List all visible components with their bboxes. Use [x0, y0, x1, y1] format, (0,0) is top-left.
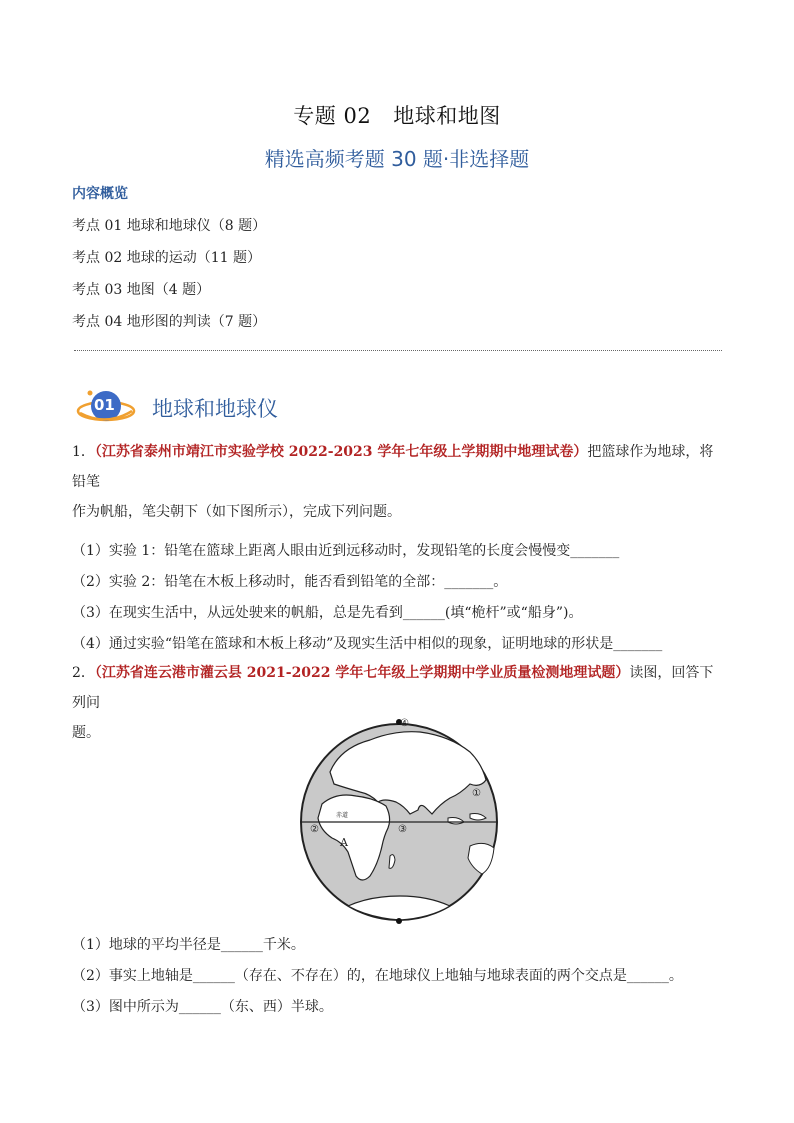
- section-badge: [76, 387, 136, 427]
- title-topic-number: 专题 02: [293, 104, 372, 128]
- question-2-part: （2）事实上地轴是______（存在、不存在）的，在地球仪上地轴与地球表面的两个交点是______。: [72, 968, 683, 984]
- map-label-a: A: [340, 836, 348, 849]
- map-label-equator: 赤道: [336, 812, 349, 819]
- question-stem: 把篮球作为地球，将铅笔: [72, 444, 714, 490]
- question-source: （江苏省泰州市靖江市实验学校 2022-2023 学年七年级上学期期中地理试卷）: [94, 444, 588, 460]
- overview-item: 考点 04 地形图的判读（7 题）: [72, 314, 267, 330]
- question-1-part: （1）实验 1：铅笔在篮球上距离人眼由近到远移动时，发现铅笔的长度会慢慢变_______: [72, 543, 620, 559]
- question-1-stem: [72, 437, 722, 527]
- globe-figure: [300, 718, 498, 924]
- question-number: 2．: [72, 665, 95, 681]
- dotted-divider: [74, 350, 722, 351]
- question-1-part: （4）通过实验“铅笔在篮球和木板上移动”及现实生活中相似的现象，证明地球的形状是_______: [72, 636, 663, 652]
- document-title: [0, 100, 794, 130]
- eastern-hemisphere-map: [300, 718, 498, 924]
- map-label-1: ①: [472, 788, 481, 799]
- question-source: （江苏省连云港市灌云县 2021-2022 学年七年级上学期期中学业质量检测地理试题）: [94, 665, 630, 681]
- title-topic-name: 地球和地图: [393, 104, 501, 128]
- question-stem-continued: 作为帆船，笔尖朝下（如下图所示），完成下列问题。: [72, 504, 401, 520]
- question-1-part: （2）实验 2：铅笔在木板上移动时，能否看到铅笔的全部：_______。: [72, 574, 508, 590]
- overview-item: 考点 02 地球的运动（11 题）: [72, 250, 261, 266]
- question-1-part: （3）在现实生活中，从远处驶来的帆船，总是先看到______(填“桅杆”或“船身”)。: [72, 605, 583, 621]
- map-label-2: ②: [310, 824, 319, 835]
- question-2-part: （3）图中所示为______（东、西）半球。: [72, 999, 333, 1015]
- question-number: 1．: [72, 444, 95, 460]
- question-2-part: （1）地球的平均半径是______千米。: [72, 937, 305, 953]
- question-stem: 读图，回答下列问: [72, 665, 714, 711]
- overview-heading: 内容概览: [72, 186, 128, 202]
- section-number: 01: [94, 396, 115, 414]
- document-subtitle: 精选高频考题 30 题·非选择题: [264, 147, 530, 171]
- overview-item: 考点 03 地图（4 题）: [72, 282, 211, 298]
- question-stem-continued: 题。: [72, 725, 100, 741]
- map-label-4: ④: [400, 718, 409, 729]
- overview-item: 考点 01 地球和地球仪（8 题）: [72, 218, 267, 234]
- map-label-3: ③: [398, 824, 407, 835]
- section-title: 地球和地球仪: [152, 397, 278, 421]
